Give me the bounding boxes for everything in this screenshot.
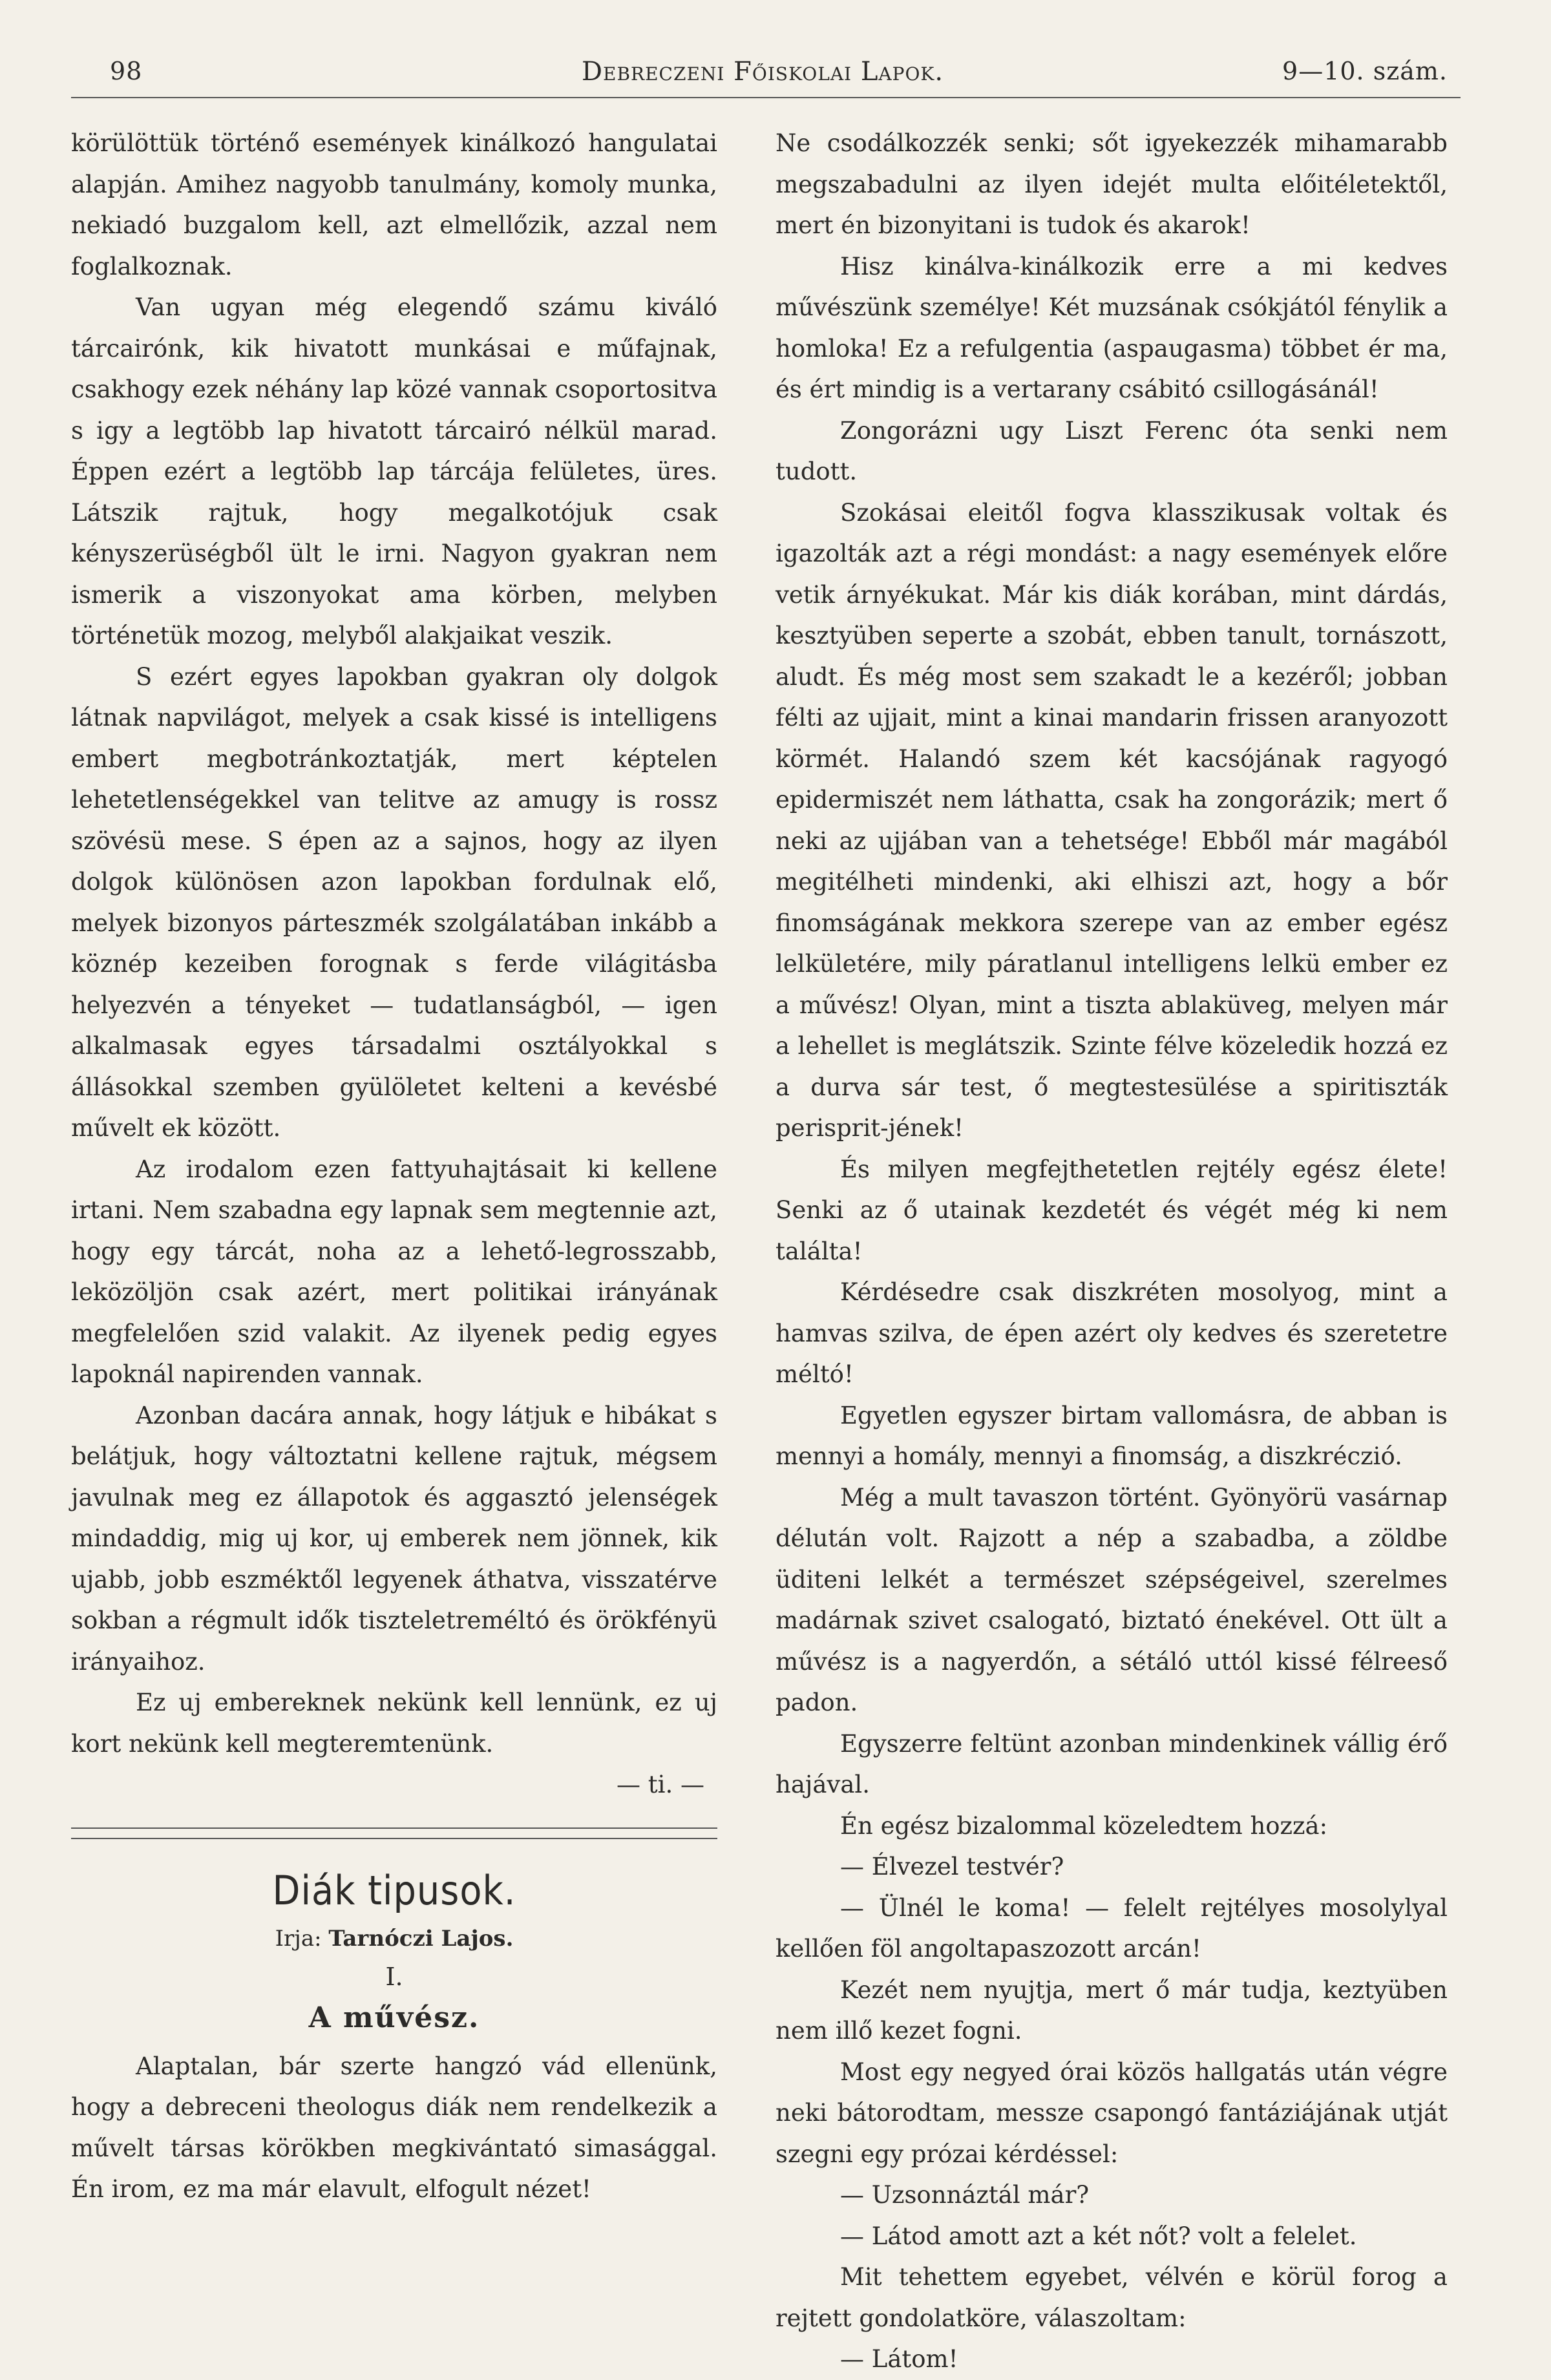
paragraph: Egyszerre feltünt azonban mindenkinek vállig érő hajával. — [776, 1729, 1448, 1798]
article-title: Diák tipusok. — [272, 1866, 516, 1914]
paragraph: Zongorázni ugy Liszt Ferenc óta senki nem tudott. — [776, 416, 1448, 485]
paragraph: És milyen megfejthetetlen rejtély egész élete! Senki az ő utainak kezdetét és végét még ki nem találta! — [776, 1155, 1448, 1265]
paragraph: Szokásai eleitől fogva klasszikusak voltak és igazolták azt a régi mondást: a nagy események előre vetik árnyékukat. Már kis diák korában, mint dárdás, kesztyüben seperte a szobát, ebben tanult, tornászott, aludt. És még most sem szakadt le a kezéről; jobban félti az ujjait, mint a kinai mandarin frissen aranyozott körmét. Halandó szem két kacsójának ragyogó epidermiszét nem láthatta, csak ha zongorázik; mert ő neki az ujjában van a tehetsége! Ebből már magából megitélheti mindenki, aki elhiszi azt, hogy a bőr finomságának mekkora szerepe van az ember egész lelkületére, mily páratlanul intelligens lelkü ember ez a művész! Olyan, mint a tiszta ablaküveg, melyen már a lehellet is meglátszik. Szinte félve közeledik hozzá ez a durva sár test, ő megtestesülése a spiritiszták perisprit-jének! — [776, 498, 1448, 1142]
paragraph: — Látom! — [840, 2345, 958, 2373]
signature: — ti. — — [617, 1771, 704, 1798]
paragraph: — Látod amott azt a két nőt? volt a felelet. — [840, 2222, 1357, 2250]
paragraph: Egyetlen egyszer birtam vallomásra, de abban is mennyi a homály, mennyi a finomság, a diszkréczió. — [776, 1401, 1448, 1470]
section-title: A művész. — [308, 2001, 480, 2034]
paragraph: Az irodalom ezen fattyuhajtásait ki kellene irtani. Nem szabadna egy lapnak sem megtennie azt, hogy egy tárcát, noha az a lehető-legrosszabb, leközöljön csak azért, mert politikai irányának megfelelően szid valakit. Az ilyenek pedig egyes lapoknál napirenden vannak. — [71, 1155, 717, 1388]
paragraph: Alaptalan, bár szerte hangzó vád ellenünk, hogy a debreceni theologus diák nem rendelkezik a művelt társas körökben megkivántató simasággal. Én irom, ez ma már elavult, elfogult nézet! — [71, 2052, 717, 2203]
paragraph: — Uzsonnáztál már? — [840, 2181, 1090, 2209]
header-rule — [71, 97, 1461, 98]
page-number: 98 — [110, 57, 143, 85]
journal-title: Debreczeni Főiskolai Lapok. — [581, 57, 944, 87]
section-number: I. — [385, 1962, 403, 1991]
byline-prefix: Irja: — [275, 1925, 322, 1952]
paragraph: Még a mult tavaszon történt. Gyönyörü vasárnap délután volt. Rajzott a nép a szabadba, a zöldbe üditeni lelkét a természet szépségeivel, szerelmes madárnak szivet csalogató, biztató énekével. Ott ült a művész is a nagyerdőn, a sétáló uttól kissé félreeső padon. — [776, 1483, 1448, 1716]
issue-number: 9—10. szám. — [1282, 57, 1448, 85]
paragraph: Azonban dacára annak, hogy látjuk e hibákat s belátjuk, hogy változtatni kellene rajtuk, mégsem javulnak meg ez állapotok és aggasztó jelenségek mindaddig, mig uj kor, uj emberek nem jönnek, kik ujabb, jobb eszméktől legyenek áthatva, visszatérve sokban a régmult idők tiszteletreméltó és örökfényü irányaihoz. — [71, 1401, 717, 1676]
paragraph: Most egy negyed órai közös hallgatás után végre neki bátorodtam, messze csapongó fantáziájának utját szegni egy prózai kérdéssel: — [776, 2058, 1448, 2168]
paragraph: Mit tehettem egyebet, vélvén e körül forog a rejtett gondolatköre, válaszoltam: — [776, 2263, 1448, 2332]
byline — [71, 1921, 717, 1957]
paragraph: Kérdésedre csak diszkréten mosolyog, mint a hamvas szilva, de épen azért oly kedves és szeretetre méltó! — [776, 1278, 1448, 1388]
section-divider — [71, 1827, 717, 1839]
author-name: Tarnóczi Lajos. — [328, 1925, 514, 1952]
left-column — [71, 123, 717, 2210]
paragraph: S ezért egyes lapokban gyakran oly dolgok látnak napvilágot, melyek a csak kissé is intelligens embert megbotránkoztatják, mert képtelen lehetetlenségekkel van telitve az amugy is rossz szövésü mese. S épen az a sajnos, hogy az ilyen dolgok különösen azon lapokban fordulnak elő, melyek bizonyos párteszmék szolgálatában inkább a köznép kezeiben forognak s ferde világitásba helyezvén a tényeket — tudatlanságból, — igen alkalmasak egyes társadalmi osztályokkal s állásokkal szemben gyülöletet kelteni a kevésbé művelt ek között. — [71, 662, 717, 1142]
paragraph: Ne csodálkozzék senki; sőt igyekezzék mihamarabb megszabadulni az ilyen idejét multa előitéletektől, mert én bizonyitani is tudok és akarok! — [776, 129, 1448, 239]
page-header — [78, 57, 1448, 96]
paragraph: Kezét nem nyujtja, mert ő már tudja, keztyüben nem illő kezet fogni. — [776, 1975, 1448, 2045]
paragraph: Ez uj embereknek nekünk kell lennünk, ez uj kort nekünk kell megteremtenünk. — [71, 1689, 717, 1758]
paragraph: Van ugyan még elegendő számu kiváló tárcairónk, kik hivatott munkásai e műfajnak, csakhogy ezek néhány lap közé vannak csoportositva s igy a legtöbb lap hivatott tárcairó nélkül marad. Éppen ezért a legtöbb lap tárcája felületes, üres. Látszik rajtuk, hogy megalkotójuk csak kényszerüségből ült le irni. Nagyon gyakran nem ismerik a viszonyokat ama körben, melyben történetük mozog, melyből alakjaikat veszik. — [71, 293, 717, 649]
paragraph: — Élvezel testvér? — [840, 1853, 1064, 1880]
right-column — [776, 123, 1448, 2380]
paragraph: Én egész bizalommal közeledtem hozzá: — [840, 1811, 1328, 1840]
paragraph: — Ülnél le koma! — felelt rejtélyes mosolylyal kellően föl angoltapaszozott arcán! — [776, 1893, 1448, 1963]
paragraph: körülöttük történő események kinálkozó hangulatai alapján. Amihez nagyobb tanulmány, komoly munka, nekiadó buzgalom kell, azt elmellőzik, azzal nem foglalkoznak. — [71, 129, 717, 280]
paragraph: Hisz kinálva-kinálkozik erre a mi kedves művészünk személye! Két muzsának csókjától fénylik a homloka! Ez a refulgentia (aspaugasma) többet ér ma, és ért mindig is a vertarany csábitó csillogásánál! — [776, 252, 1448, 403]
